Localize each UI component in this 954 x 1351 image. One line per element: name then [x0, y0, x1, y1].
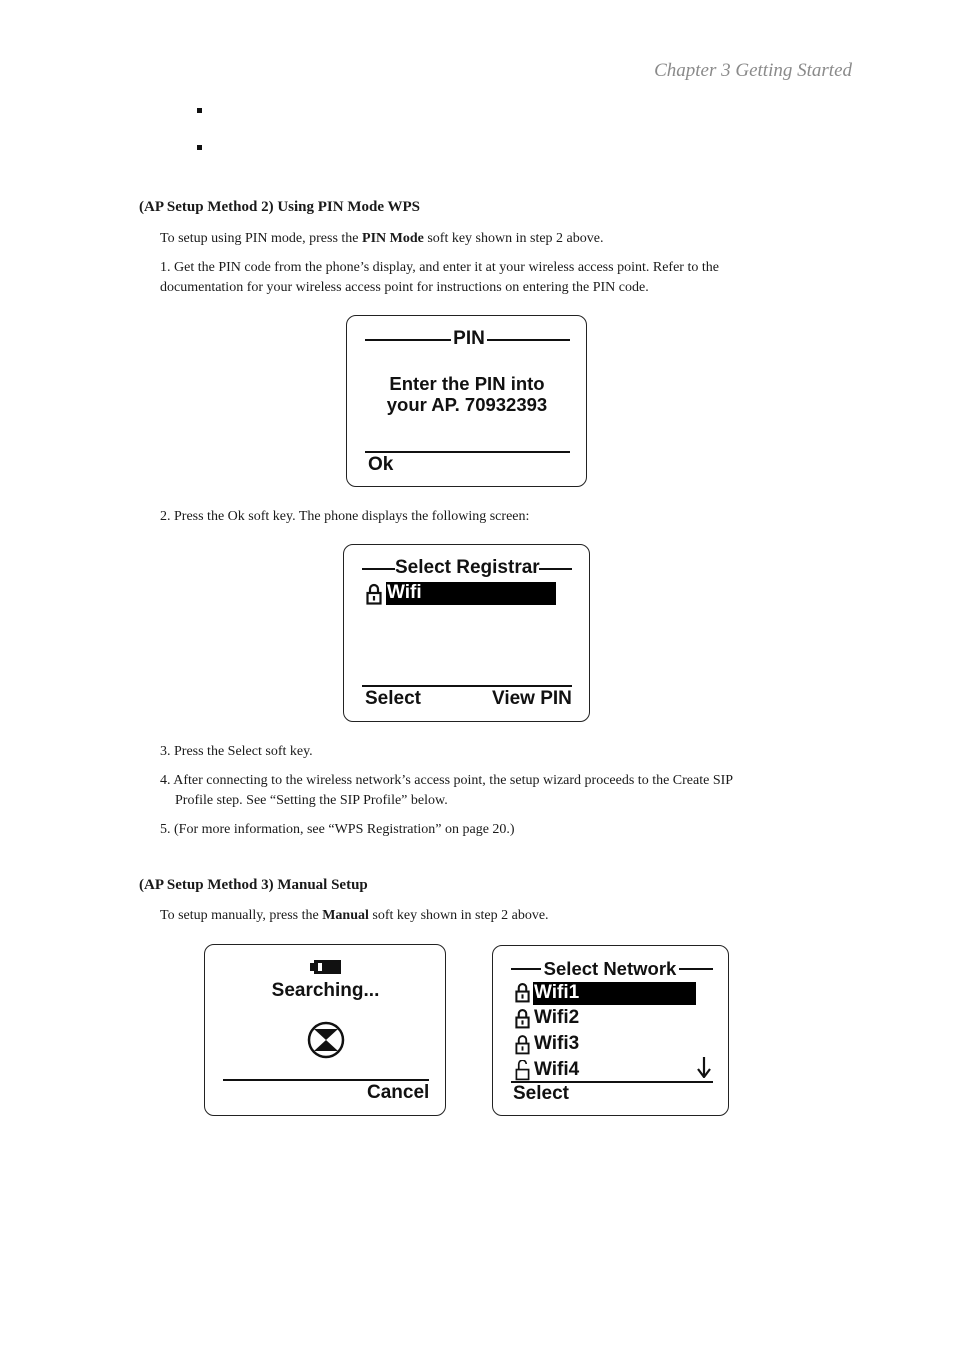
bullet-marker	[197, 145, 202, 150]
pin-intro: To setup using PIN mode, press the PIN Mode soft key shown in step 2 above.	[160, 231, 604, 246]
running-header: Chapter 3 Getting Started	[654, 60, 852, 81]
step-1: 1. Get the PIN code from the phone’s display, and enter it at your wireless access point. Refer to the documentation for your wireless access point for instructions on entering the PIN code.	[160, 260, 719, 295]
searching-status: Searching...	[271, 980, 380, 1001]
softkey-view-pin[interactable]: View PIN	[492, 688, 572, 709]
step-3: 3. Press the Select soft key.	[160, 744, 313, 759]
manual-intro: To setup manually, press the Manual soft key shown in step 2 above.	[160, 908, 549, 923]
network-item-wifi3[interactable]: Wifi3	[534, 1033, 580, 1054]
phone-screen-network	[492, 945, 729, 1116]
phone-screen-pin	[346, 315, 587, 487]
hourglass-icon	[307, 1021, 345, 1059]
pin-message-line1: Enter the PIN into	[389, 373, 545, 394]
softkey-cancel[interactable]: Cancel	[367, 1082, 430, 1103]
network-item-wifi4[interactable]: Wifi4	[534, 1059, 580, 1080]
step-5: 5. (For more information, see “WPS Registration” on page 20.)	[160, 822, 515, 837]
section-heading-pin: (AP Setup Method 2) Using PIN Mode WPS	[139, 199, 420, 215]
section-heading-manual: (AP Setup Method 3) Manual Setup	[139, 877, 368, 893]
screen-title: Select Registrar	[395, 557, 540, 578]
lock-icon	[515, 1034, 530, 1055]
phone-screen-registrar	[343, 544, 590, 722]
lock-icon	[366, 583, 382, 605]
step-4: 4. After connecting to the wireless network’s access point, the setup wizard proceeds to the Create SIP Profile step. See “Setting the SIP Profile” below.	[160, 773, 734, 808]
network-item-wifi2[interactable]: Wifi2	[534, 1007, 580, 1028]
battery-icon	[310, 959, 342, 975]
unlock-icon	[515, 1060, 530, 1081]
lock-icon	[515, 1008, 530, 1029]
step-2: 2. Press the Ok soft key. The phone displays the following screen:	[160, 509, 530, 524]
pin-message-line2: your AP. 70932393	[386, 394, 548, 415]
network-item-wifi1[interactable]: Wifi1	[533, 982, 696, 1005]
screen-title: Select Network	[541, 958, 679, 980]
bullet-marker	[197, 108, 202, 113]
screen-title: PIN	[451, 328, 487, 350]
phone-screen-searching	[204, 944, 446, 1116]
softkey-ok[interactable]: Ok	[368, 454, 394, 475]
lock-icon	[515, 982, 530, 1003]
softkey-select[interactable]: Select	[513, 1083, 569, 1104]
softkey-select[interactable]: Select	[365, 688, 421, 709]
arrow-down-icon[interactable]	[697, 1056, 711, 1078]
registrar-item-wifi[interactable]: Wifi	[386, 582, 556, 605]
